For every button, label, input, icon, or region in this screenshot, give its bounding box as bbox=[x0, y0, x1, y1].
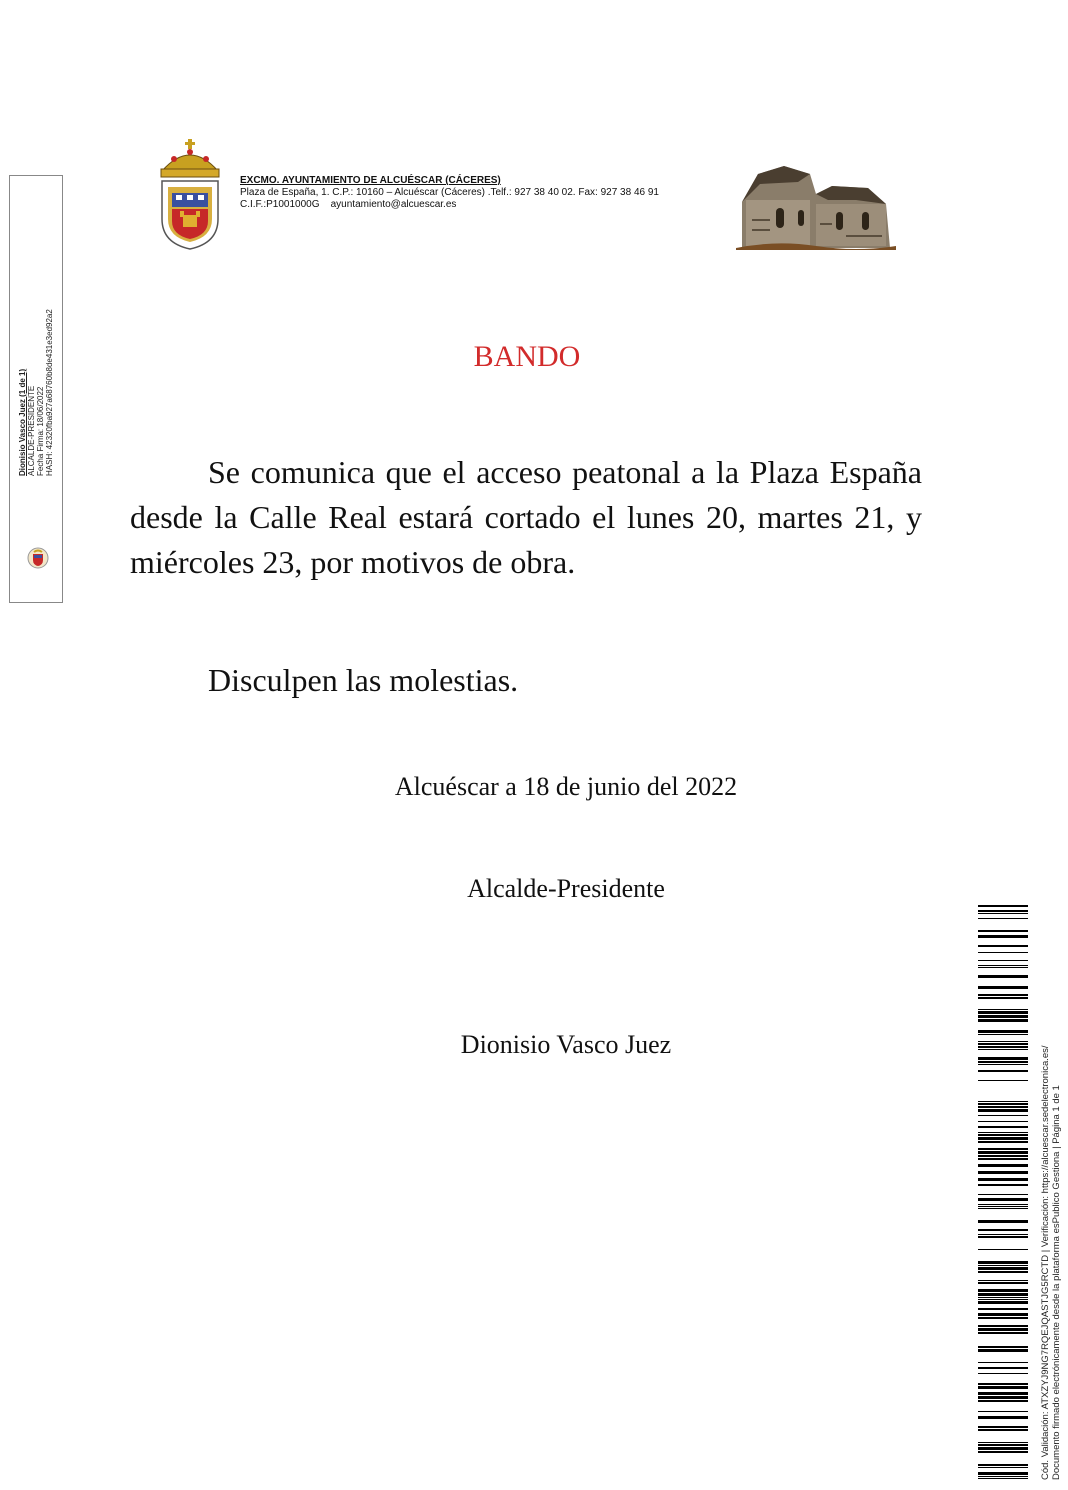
barcode-bar bbox=[978, 960, 1028, 961]
coat-of-arms-icon bbox=[156, 135, 224, 253]
stamp-signer: Dionisio Vasco Juez (1 de 1) bbox=[18, 368, 27, 476]
barcode-bar bbox=[978, 1103, 1028, 1105]
barcode-bar bbox=[978, 1332, 1028, 1334]
barcode-bar bbox=[978, 1061, 1028, 1063]
header-cif-email bbox=[240, 199, 730, 211]
barcode-bar bbox=[978, 1373, 1028, 1374]
header-email: ayuntamiento@alcuescar.es bbox=[330, 199, 457, 210]
barcode-bar bbox=[978, 1109, 1028, 1112]
barcode-bar bbox=[978, 1267, 1028, 1270]
barcode-bar bbox=[978, 1386, 1028, 1389]
mini-coat-icon bbox=[27, 547, 49, 569]
barcode-bar bbox=[978, 1467, 1028, 1468]
barcode-bar bbox=[978, 1046, 1028, 1048]
barcode-bar bbox=[978, 1249, 1028, 1250]
document-apology: Disculpen las molestias. bbox=[208, 662, 519, 698]
barcode-bar bbox=[978, 1447, 1028, 1450]
barcode-bar bbox=[978, 1043, 1028, 1045]
barcode-bar bbox=[978, 1158, 1028, 1160]
barcode-bar bbox=[978, 1400, 1028, 1402]
barcode-bar bbox=[978, 1234, 1028, 1235]
barcode-bar bbox=[978, 1317, 1028, 1319]
barcode-bar bbox=[978, 1282, 1028, 1284]
barcode-bar bbox=[978, 1293, 1028, 1296]
document-signer: Dionisio Vasco Juez bbox=[460, 1030, 672, 1059]
verification-code: Cód. Validación: ATXZYJ9NG7RQEJQASTJG5RCTD | Verificación: https://alcuescar.sedelectronica.es/ bbox=[1040, 1045, 1051, 1480]
barcode-bar bbox=[978, 1009, 1028, 1010]
barcode-bar bbox=[978, 1101, 1028, 1102]
barcode-bar bbox=[978, 1106, 1028, 1108]
barcode-bar bbox=[978, 1194, 1028, 1195]
barcode-bar bbox=[978, 1297, 1028, 1298]
stamp-hash: HASH: 42320fba927a68760b8de431e3ed92a2 bbox=[45, 309, 54, 476]
barcode-bar bbox=[978, 1464, 1028, 1466]
barcode-bar bbox=[978, 1208, 1028, 1209]
barcode-bar bbox=[978, 1328, 1028, 1331]
barcode-bar bbox=[978, 1472, 1028, 1475]
barcode-bar bbox=[978, 905, 1028, 907]
signature-stamp bbox=[9, 175, 63, 603]
barcode-bar bbox=[978, 935, 1028, 938]
stamp-text bbox=[18, 276, 54, 476]
barcode-bar bbox=[978, 1204, 1028, 1205]
barcode-bar bbox=[978, 975, 1028, 978]
barcode-bar bbox=[978, 1429, 1028, 1431]
barcode-bar bbox=[978, 1155, 1028, 1157]
barcode-bar bbox=[978, 1011, 1028, 1014]
barcode-bar bbox=[978, 1034, 1028, 1035]
barcode-bar bbox=[978, 1301, 1028, 1304]
barcode-bar bbox=[978, 1478, 1028, 1479]
barcode-bar bbox=[978, 1444, 1028, 1446]
barcode-bar bbox=[978, 1030, 1028, 1033]
barcode-bar bbox=[978, 1346, 1028, 1348]
platform-note: Documento firmado electrónicamente desde la plataforma esPublico Gestiona | Página 1 de 1 bbox=[1051, 1085, 1062, 1480]
barcode-bar bbox=[978, 1015, 1028, 1018]
barcode-bar bbox=[978, 1362, 1028, 1363]
barcode-bar bbox=[978, 1171, 1028, 1174]
barcode-bar bbox=[978, 1289, 1028, 1292]
barcode-bar bbox=[978, 1148, 1028, 1150]
barcode-bar bbox=[978, 1115, 1028, 1116]
barcode-bar bbox=[978, 1041, 1028, 1042]
barcode-bar bbox=[978, 1349, 1028, 1352]
barcode-bar bbox=[978, 986, 1028, 989]
barcode-bar bbox=[978, 918, 1028, 919]
barcode-bar bbox=[978, 997, 1028, 999]
barcode-bar bbox=[978, 1206, 1028, 1207]
barcode-bar bbox=[978, 1057, 1028, 1060]
barcode-bar bbox=[978, 1396, 1028, 1399]
barcode-bar bbox=[978, 1137, 1028, 1140]
barcode-bar bbox=[978, 994, 1028, 996]
stamp-role: ALCALDE-PRESIDENTE bbox=[27, 385, 36, 476]
barcode-bar bbox=[978, 1121, 1028, 1122]
barcode-bar bbox=[978, 1299, 1028, 1300]
barcode-bar bbox=[978, 1134, 1028, 1136]
header-address: Plaza de España, 1. C.P.: 10160 – Alcuéscar (Cáceres) .Telf.: 927 38 40 02. Fax: 927 38 46 91 bbox=[240, 187, 659, 198]
barcode-bar bbox=[978, 1313, 1028, 1316]
header-cif: C.I.F.:P1001000G bbox=[240, 199, 320, 210]
barcode-bar bbox=[978, 1451, 1028, 1453]
barcode-bar bbox=[978, 1132, 1028, 1133]
barcode-bar bbox=[978, 930, 1028, 932]
barcode-bar bbox=[978, 1164, 1028, 1167]
barcode-bar bbox=[978, 1271, 1028, 1273]
header-title: EXCMO. AYUNTAMIENTO DE ALCUÉSCAR (CÁCERES) bbox=[240, 175, 501, 186]
barcode-bar bbox=[978, 1220, 1028, 1223]
barcode-bar bbox=[978, 1151, 1028, 1154]
document-role: Alcalde-Presidente bbox=[467, 874, 665, 903]
stamp-date: Fecha Firma: 18/06/2022 bbox=[36, 386, 45, 476]
barcode-bar bbox=[978, 1126, 1028, 1128]
barcode-bar bbox=[978, 1080, 1028, 1081]
barcode-bar bbox=[978, 1416, 1028, 1419]
barcode-bar bbox=[978, 1280, 1028, 1281]
barcode-bar bbox=[978, 1141, 1028, 1143]
barcode-bar bbox=[978, 913, 1028, 914]
barcode-bar bbox=[978, 1265, 1028, 1266]
barcode-bar bbox=[978, 1411, 1028, 1412]
church-illustration bbox=[736, 160, 896, 250]
document-heading: BANDO bbox=[473, 340, 581, 373]
barcode-bar bbox=[978, 1064, 1028, 1065]
barcode-bar bbox=[978, 1261, 1028, 1264]
barcode-bar bbox=[978, 1367, 1028, 1369]
barcode-bar bbox=[978, 1325, 1028, 1327]
verification-block bbox=[1040, 980, 1064, 1480]
barcode-bar bbox=[978, 1198, 1028, 1201]
barcode-bar bbox=[978, 1308, 1028, 1310]
barcode-bar bbox=[978, 1178, 1028, 1181]
document-place-date: Alcuéscar a 18 de junio del 2022 bbox=[394, 772, 738, 801]
barcode-bar bbox=[978, 952, 1028, 953]
barcode-bar bbox=[978, 967, 1028, 968]
barcode-bar bbox=[978, 1236, 1028, 1238]
barcode-bar bbox=[978, 1383, 1028, 1385]
barcode-bar bbox=[978, 910, 1028, 912]
barcode-bar bbox=[978, 1392, 1028, 1395]
barcode-bar bbox=[978, 1229, 1028, 1231]
barcode-bar bbox=[978, 1184, 1028, 1186]
barcode-bar bbox=[978, 1070, 1028, 1072]
barcode-bar bbox=[978, 1019, 1028, 1022]
header-block bbox=[240, 175, 730, 211]
barcode-bar bbox=[978, 1049, 1028, 1050]
document-body: Se comunica que el acceso peatonal a la Plaza España desde la Calle Real estará cortado el lunes 20, martes 21, y miércoles 23, por motivos de obra. bbox=[130, 454, 922, 580]
barcode-bar bbox=[978, 965, 1028, 966]
barcode-bar bbox=[978, 1426, 1028, 1428]
barcode-bar bbox=[978, 1442, 1028, 1443]
barcode-bar bbox=[978, 945, 1028, 947]
barcode-bar bbox=[978, 1476, 1028, 1477]
barcode-icon bbox=[978, 905, 1028, 1481]
